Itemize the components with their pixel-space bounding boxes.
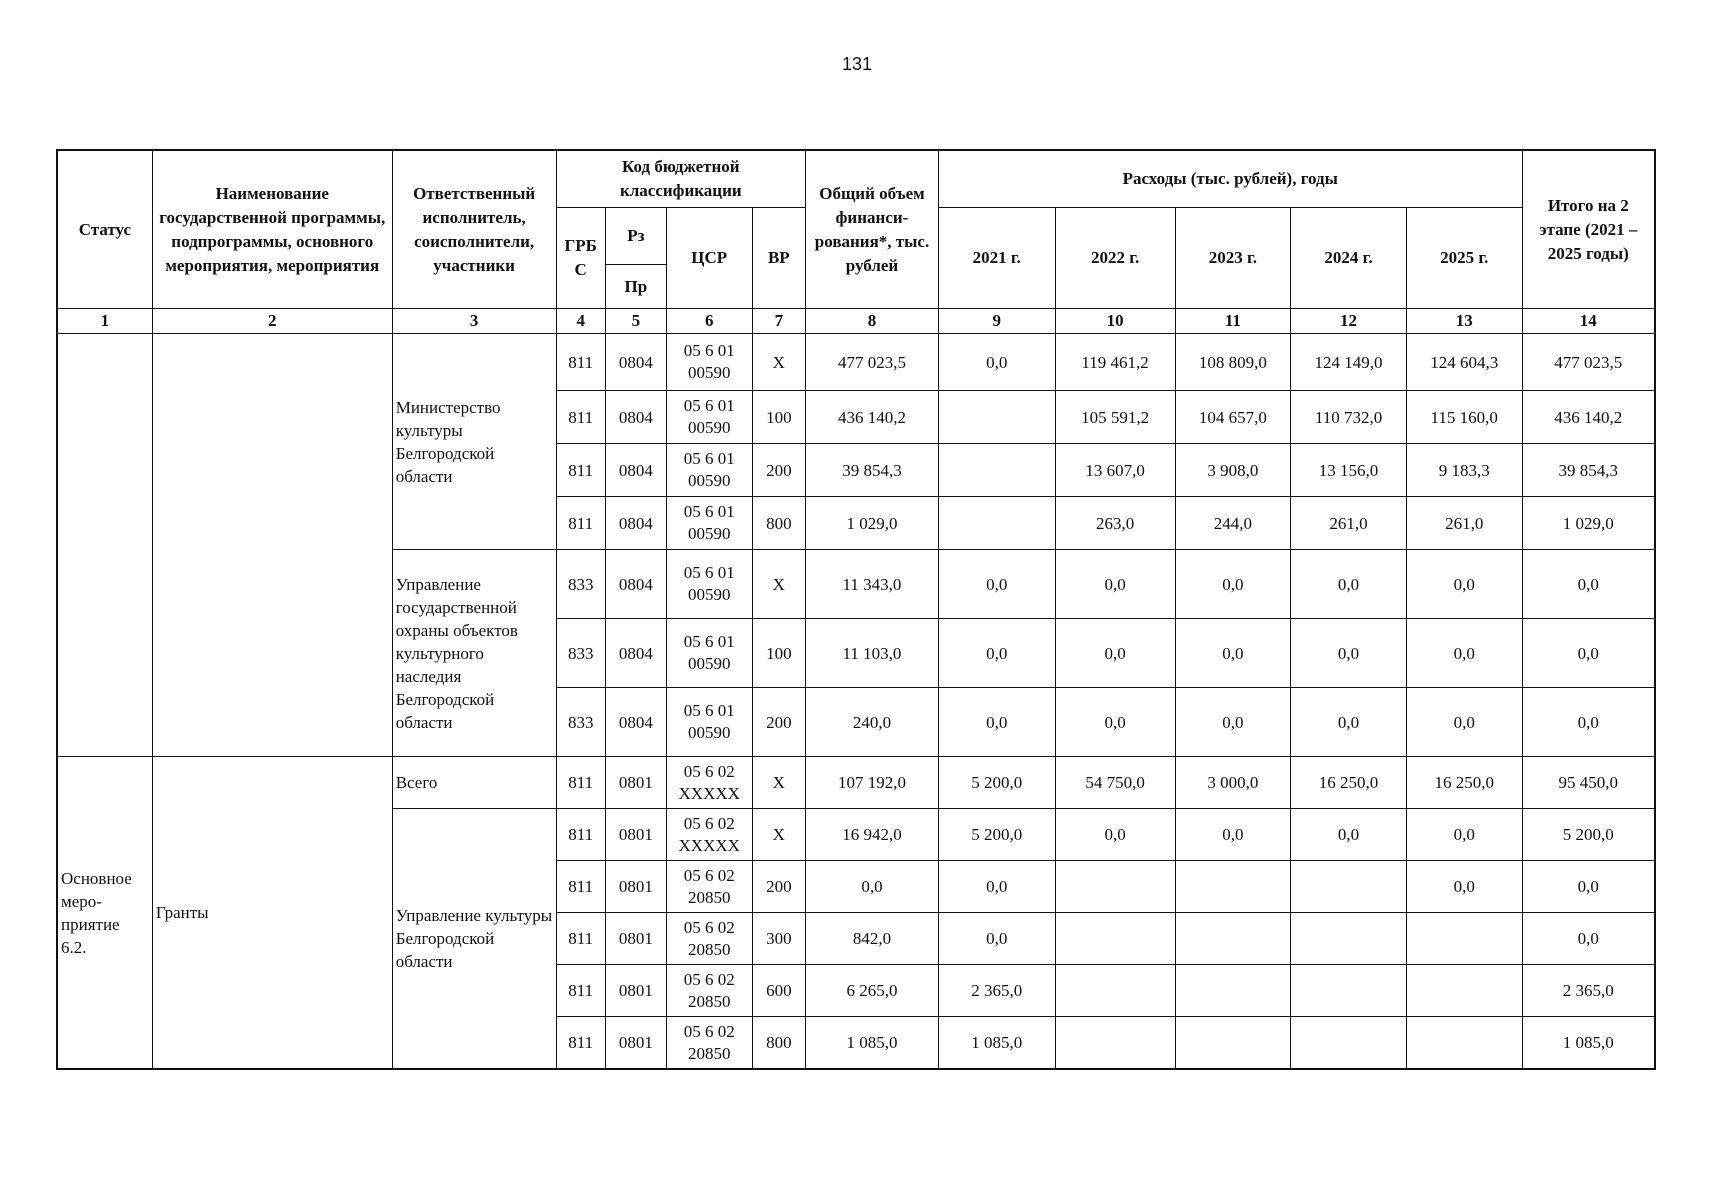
expense-y2022-cell: 119 461,2 — [1055, 334, 1175, 391]
total-volume-cell: 107 192,0 — [806, 757, 939, 809]
column-number: 4 — [556, 309, 605, 334]
header-rz: Рз — [605, 208, 666, 265]
expense-y2022-cell: 105 591,2 — [1055, 391, 1175, 444]
vr-cell: 200 — [752, 444, 806, 497]
rz-pr-cell: 0801 — [605, 965, 666, 1017]
grbs-cell: 811 — [556, 913, 605, 965]
rz-pr-cell: 0801 — [605, 809, 666, 861]
expense-y2022-cell — [1055, 913, 1175, 965]
vr-cell: 600 — [752, 965, 806, 1017]
total-volume-cell: 11 343,0 — [806, 550, 939, 619]
csr-cell: 05 6 02 20850 — [666, 965, 752, 1017]
header-vr: ВР — [752, 208, 806, 309]
itogo-cell: 0,0 — [1522, 688, 1655, 757]
total-volume-cell: 1 029,0 — [806, 497, 939, 550]
total-volume-cell: 16 942,0 — [806, 809, 939, 861]
csr-cell: 05 6 01 00590 — [666, 444, 752, 497]
itogo-cell: 1 085,0 — [1522, 1017, 1655, 1070]
grbs-cell: 833 — [556, 688, 605, 757]
vr-cell: Х — [752, 809, 806, 861]
header-executor: Ответственный исполнитель, соисполнители, участники — [392, 150, 556, 309]
rz-pr-cell: 0801 — [605, 1017, 666, 1070]
executor-cell: Всего — [392, 757, 556, 809]
expense-y2025-cell: 115 160,0 — [1406, 391, 1522, 444]
vr-cell: Х — [752, 334, 806, 391]
rz-pr-cell: 0804 — [605, 444, 666, 497]
expense-y2023-cell: 0,0 — [1175, 550, 1291, 619]
vr-cell: 100 — [752, 619, 806, 688]
rz-pr-cell: 0804 — [605, 497, 666, 550]
column-number: 1 — [57, 309, 152, 334]
total-volume-cell: 477 023,5 — [806, 334, 939, 391]
rz-pr-cell: 0801 — [605, 861, 666, 913]
itogo-cell: 2 365,0 — [1522, 965, 1655, 1017]
csr-cell: 05 6 02 XXXXX — [666, 757, 752, 809]
header-status: Статус — [57, 150, 152, 309]
total-volume-cell: 436 140,2 — [806, 391, 939, 444]
itogo-cell: 1 029,0 — [1522, 497, 1655, 550]
header-year-2022: 2022 г. — [1055, 208, 1175, 309]
header-budget-code: Код бюджетной классификации — [556, 150, 806, 208]
status-cell — [57, 334, 152, 757]
status-cell: Основное меро-приятие 6.2. — [57, 757, 152, 1070]
rz-pr-cell: 0804 — [605, 550, 666, 619]
itogo-cell: 0,0 — [1522, 861, 1655, 913]
expense-y2025-cell — [1406, 913, 1522, 965]
expense-y2024-cell: 0,0 — [1291, 688, 1407, 757]
expense-y2021-cell — [938, 497, 1055, 550]
rz-pr-cell: 0804 — [605, 334, 666, 391]
itogo-cell: 0,0 — [1522, 913, 1655, 965]
expense-y2025-cell: 0,0 — [1406, 550, 1522, 619]
csr-cell: 05 6 02 XXXXX — [666, 809, 752, 861]
rz-pr-cell: 0804 — [605, 391, 666, 444]
rz-pr-cell: 0801 — [605, 757, 666, 809]
expense-y2022-cell — [1055, 1017, 1175, 1070]
grbs-cell: 811 — [556, 809, 605, 861]
expense-y2025-cell: 0,0 — [1406, 619, 1522, 688]
expense-y2025-cell: 0,0 — [1406, 861, 1522, 913]
grbs-cell: 811 — [556, 334, 605, 391]
grbs-cell: 811 — [556, 757, 605, 809]
expense-y2025-cell — [1406, 1017, 1522, 1070]
header-grbs: ГРБС — [556, 208, 605, 309]
expense-y2023-cell: 0,0 — [1175, 809, 1291, 861]
header-total-volume: Общий объем финанси-рования*, тыс. рублей — [806, 150, 939, 309]
csr-cell: 05 6 01 00590 — [666, 619, 752, 688]
expense-y2025-cell: 0,0 — [1406, 688, 1522, 757]
column-number: 12 — [1291, 309, 1407, 334]
header-itogo: Итого на 2 этапе (2021 – 2025 годы) — [1522, 150, 1655, 309]
expense-y2021-cell — [938, 444, 1055, 497]
table-row — [57, 757, 1655, 809]
expense-y2023-cell — [1175, 965, 1291, 1017]
header-name: Наименование государственной программы, подпрограммы, основного мероприятия, мероприятия — [152, 150, 392, 309]
expense-y2024-cell: 16 250,0 — [1291, 757, 1407, 809]
grbs-cell: 833 — [556, 550, 605, 619]
expense-y2025-cell: 0,0 — [1406, 809, 1522, 861]
expense-y2022-cell: 263,0 — [1055, 497, 1175, 550]
expense-y2024-cell: 13 156,0 — [1291, 444, 1407, 497]
column-number: 11 — [1175, 309, 1291, 334]
expense-y2024-cell — [1291, 913, 1407, 965]
vr-cell: 100 — [752, 391, 806, 444]
total-volume-cell: 6 265,0 — [806, 965, 939, 1017]
csr-cell: 05 6 02 20850 — [666, 861, 752, 913]
expense-y2021-cell: 5 200,0 — [938, 757, 1055, 809]
table-header — [57, 150, 1655, 334]
rz-pr-cell: 0804 — [605, 619, 666, 688]
column-number: 5 — [605, 309, 666, 334]
expense-y2024-cell: 0,0 — [1291, 619, 1407, 688]
expense-y2021-cell: 0,0 — [938, 688, 1055, 757]
page-number: 131 — [841, 54, 873, 74]
expense-y2025-cell — [1406, 965, 1522, 1017]
header-year-2023: 2023 г. — [1175, 208, 1291, 309]
vr-cell: Х — [752, 550, 806, 619]
expense-y2023-cell: 3 908,0 — [1175, 444, 1291, 497]
budget-table — [56, 149, 1656, 1070]
expense-y2023-cell: 0,0 — [1175, 688, 1291, 757]
expense-y2025-cell: 16 250,0 — [1406, 757, 1522, 809]
expense-y2022-cell: 0,0 — [1055, 619, 1175, 688]
expense-y2022-cell: 0,0 — [1055, 688, 1175, 757]
itogo-cell: 0,0 — [1522, 619, 1655, 688]
grbs-cell: 811 — [556, 444, 605, 497]
csr-cell: 05 6 01 00590 — [666, 391, 752, 444]
csr-cell: 05 6 01 00590 — [666, 497, 752, 550]
expense-y2023-cell — [1175, 861, 1291, 913]
expense-y2023-cell: 108 809,0 — [1175, 334, 1291, 391]
csr-cell: 05 6 01 00590 — [666, 334, 752, 391]
expense-y2025-cell: 9 183,3 — [1406, 444, 1522, 497]
table-row — [57, 334, 1655, 391]
vr-cell: 300 — [752, 913, 806, 965]
expense-y2021-cell: 2 365,0 — [938, 965, 1055, 1017]
vr-cell: 200 — [752, 688, 806, 757]
grbs-cell: 811 — [556, 391, 605, 444]
program-name-cell — [152, 334, 392, 757]
expense-y2021-cell — [938, 391, 1055, 444]
expense-y2023-cell: 104 657,0 — [1175, 391, 1291, 444]
column-number: 8 — [806, 309, 939, 334]
column-number: 2 — [152, 309, 392, 334]
rz-pr-cell: 0801 — [605, 913, 666, 965]
expense-y2024-cell: 0,0 — [1291, 550, 1407, 619]
column-number: 13 — [1406, 309, 1522, 334]
header-pr: Пр — [605, 265, 666, 309]
total-volume-cell: 842,0 — [806, 913, 939, 965]
expense-y2022-cell — [1055, 861, 1175, 913]
header-expenses: Расходы (тыс. рублей), годы — [938, 150, 1522, 208]
itogo-cell: 39 854,3 — [1522, 444, 1655, 497]
table-body — [57, 334, 1655, 1070]
expense-y2021-cell: 0,0 — [938, 913, 1055, 965]
expense-y2021-cell: 0,0 — [938, 861, 1055, 913]
expense-y2022-cell: 0,0 — [1055, 550, 1175, 619]
header-year-2024: 2024 г. — [1291, 208, 1407, 309]
csr-cell: 05 6 01 00590 — [666, 688, 752, 757]
expense-y2022-cell — [1055, 965, 1175, 1017]
expense-y2024-cell: 261,0 — [1291, 497, 1407, 550]
expense-y2023-cell: 244,0 — [1175, 497, 1291, 550]
vr-cell: 200 — [752, 861, 806, 913]
column-number: 10 — [1055, 309, 1175, 334]
expense-y2024-cell: 124 149,0 — [1291, 334, 1407, 391]
column-number: 9 — [938, 309, 1055, 334]
expense-y2022-cell: 54 750,0 — [1055, 757, 1175, 809]
grbs-cell: 811 — [556, 1017, 605, 1070]
grbs-cell: 811 — [556, 965, 605, 1017]
column-number: 7 — [752, 309, 806, 334]
total-volume-cell: 0,0 — [806, 861, 939, 913]
expense-y2021-cell: 0,0 — [938, 550, 1055, 619]
csr-cell: 05 6 02 20850 — [666, 913, 752, 965]
header-csr: ЦСР — [666, 208, 752, 309]
itogo-cell: 5 200,0 — [1522, 809, 1655, 861]
expense-y2024-cell — [1291, 861, 1407, 913]
executor-cell: Управление культуры Белгородской области — [392, 809, 556, 1070]
expense-y2025-cell: 124 604,3 — [1406, 334, 1522, 391]
expense-y2021-cell: 5 200,0 — [938, 809, 1055, 861]
expense-y2024-cell: 110 732,0 — [1291, 391, 1407, 444]
itogo-cell: 436 140,2 — [1522, 391, 1655, 444]
rz-pr-cell: 0804 — [605, 688, 666, 757]
expense-y2021-cell: 0,0 — [938, 334, 1055, 391]
expense-y2021-cell: 0,0 — [938, 619, 1055, 688]
expense-y2023-cell — [1175, 913, 1291, 965]
csr-cell: 05 6 01 00590 — [666, 550, 752, 619]
expense-y2024-cell — [1291, 965, 1407, 1017]
total-volume-cell: 11 103,0 — [806, 619, 939, 688]
csr-cell: 05 6 02 20850 — [666, 1017, 752, 1070]
grbs-cell: 833 — [556, 619, 605, 688]
grbs-cell: 811 — [556, 861, 605, 913]
expense-y2022-cell: 0,0 — [1055, 809, 1175, 861]
header-year-2025: 2025 г. — [1406, 208, 1522, 309]
executor-cell: Управление государственной охраны объектов культурного наследия Белгородской области — [392, 550, 556, 757]
expense-y2025-cell: 261,0 — [1406, 497, 1522, 550]
vr-cell: 800 — [752, 497, 806, 550]
expense-y2024-cell: 0,0 — [1291, 809, 1407, 861]
total-volume-cell: 240,0 — [806, 688, 939, 757]
column-number-row — [57, 309, 1655, 334]
total-volume-cell: 1 085,0 — [806, 1017, 939, 1070]
executor-cell: Министерство культуры Белгородской области — [392, 334, 556, 550]
column-number: 3 — [392, 309, 556, 334]
column-number: 14 — [1522, 309, 1655, 334]
grbs-cell: 811 — [556, 497, 605, 550]
expense-y2023-cell: 3 000,0 — [1175, 757, 1291, 809]
program-name-cell: Гранты — [152, 757, 392, 1070]
total-volume-cell: 39 854,3 — [806, 444, 939, 497]
header-year-2021: 2021 г. — [938, 208, 1055, 309]
expense-y2022-cell: 13 607,0 — [1055, 444, 1175, 497]
itogo-cell: 477 023,5 — [1522, 334, 1655, 391]
vr-cell: 800 — [752, 1017, 806, 1070]
expense-y2023-cell — [1175, 1017, 1291, 1070]
column-number: 6 — [666, 309, 752, 334]
expense-y2023-cell: 0,0 — [1175, 619, 1291, 688]
expense-y2021-cell: 1 085,0 — [938, 1017, 1055, 1070]
itogo-cell: 95 450,0 — [1522, 757, 1655, 809]
itogo-cell: 0,0 — [1522, 550, 1655, 619]
expense-y2024-cell — [1291, 1017, 1407, 1070]
vr-cell: Х — [752, 757, 806, 809]
